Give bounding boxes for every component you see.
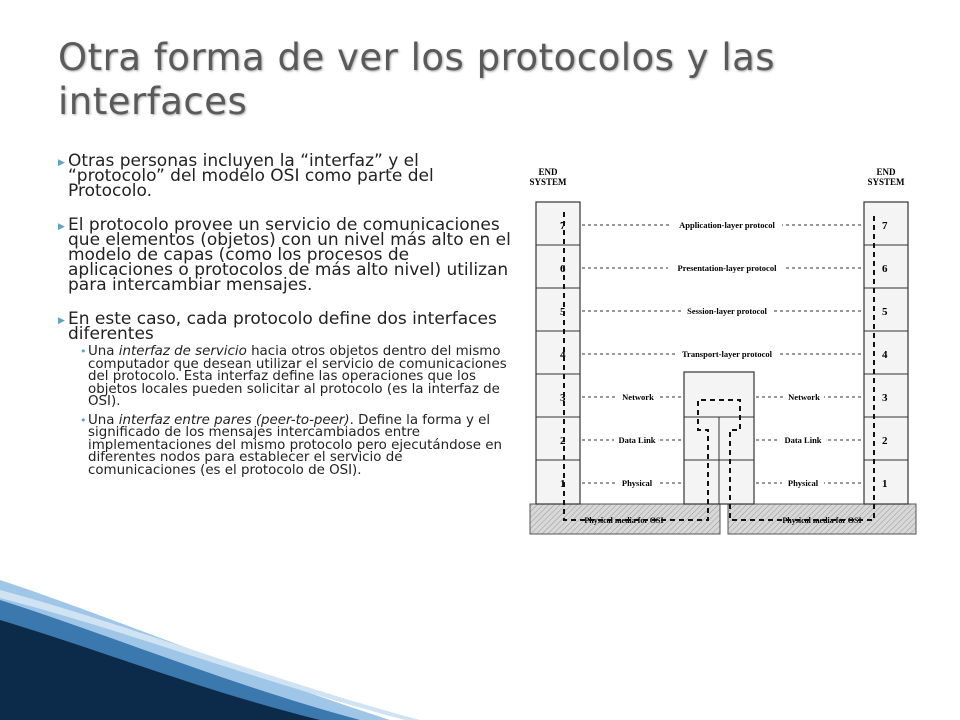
slide-body [58, 151, 513, 478]
label-presentation-protocol: Presentation-layer protocol [677, 263, 777, 273]
paragraph-3 [58, 309, 513, 344]
osi-diagram [522, 152, 920, 546]
left-layer-4: 4 [560, 349, 566, 361]
left-layer-7: 7 [560, 220, 566, 232]
left-layer-1: 1 [560, 478, 566, 490]
end-system-left-line1: END [538, 167, 558, 177]
slide-title: Otra forma de ver los protocolos y las interfaces [58, 36, 776, 123]
right-layer-3: 3 [882, 392, 888, 404]
decorative-swoosh [0, 580, 960, 720]
left-layer-stack [536, 202, 580, 504]
sub1-em: interfaz de servicio [118, 344, 247, 359]
sub1-pre: Una [88, 344, 119, 359]
bullet-arrow-icon: ▶ [58, 222, 65, 232]
sub2-pre: Una [88, 412, 119, 428]
end-system-right-line1: END [876, 167, 896, 177]
end-system-right-line2: SYSTEM [867, 177, 905, 187]
bullet-dot-icon: • [80, 413, 87, 427]
bullet-arrow-icon: ▶ [58, 158, 65, 168]
relay-node [684, 372, 754, 504]
sub2-post: . Define la forma y el significado de los mensajes intercambiados entre implementaciones del mismo protocolo pero ejecutándose en diferentes nodos para establecer el servicio de comunicaciones (es el protocolo de OSI). [88, 412, 502, 478]
paragraph-1-text: Otras personas incluyen la “interfaz” y el “protocolo” del modelo OSI como parte del Protocolo. [68, 151, 434, 201]
bullet-arrow-icon: ▶ [58, 316, 65, 326]
left-layer-3: 3 [560, 392, 566, 404]
media-label-left: Physical media for OSI [584, 516, 664, 525]
right-layer-1: 1 [882, 478, 888, 490]
left-layer-2: 2 [560, 435, 566, 447]
media-label-right: Physical media for OSI [782, 516, 862, 525]
right-layer-5: 5 [882, 306, 888, 318]
sub-bullet-peer-interface [58, 412, 513, 478]
label-session-protocol: Session-layer protocol [687, 306, 767, 316]
bullet-dot-icon: • [80, 345, 87, 358]
end-system-left-line2: SYSTEM [529, 177, 567, 187]
label-datalink-left: Data Link [618, 435, 656, 445]
label-datalink-right: Data Link [784, 435, 822, 445]
label-network-left: Network [622, 392, 654, 402]
left-layer-6: 6 [560, 263, 566, 275]
label-physical-right: Physical [787, 478, 819, 488]
sub2-em: interfaz entre pares (peer-to-peer) [118, 412, 350, 428]
left-layer-5: 5 [560, 306, 566, 318]
label-application-protocol: Application-layer protocol [679, 220, 775, 230]
label-transport-protocol: Transport-layer protocol [682, 349, 772, 359]
right-layer-6: 6 [882, 263, 888, 275]
right-layer-2: 2 [882, 435, 888, 447]
sub1-post: hacia otros objetos dentro del mismo computador que desean utilizar el servicio de comunicaciones del protocolo. Esta interfaz define las operaciones que los objetos locales pueden solicitar al protocolo (es la interfaz de OSI). [88, 344, 507, 409]
sub-bullet-service-interface [58, 346, 513, 409]
paragraph-2 [58, 215, 513, 295]
paragraph-2-text: El protocolo provee un servicio de comunicaciones que elementos (objetos) con un nivel más alto en el modelo de capas (como los procesos de aplicaciones o protocolos de más alto nivel) utilizan para intercambiar mensajes. [68, 215, 511, 295]
right-layer-4: 4 [882, 349, 888, 361]
label-network-right: Network [788, 392, 820, 402]
paragraph-1 [58, 151, 513, 201]
paragraph-3-text: En este caso, cada protocolo define dos interfaces diferentes [68, 309, 497, 344]
label-physical-left: Physical [621, 478, 653, 488]
right-layer-7: 7 [882, 220, 888, 232]
